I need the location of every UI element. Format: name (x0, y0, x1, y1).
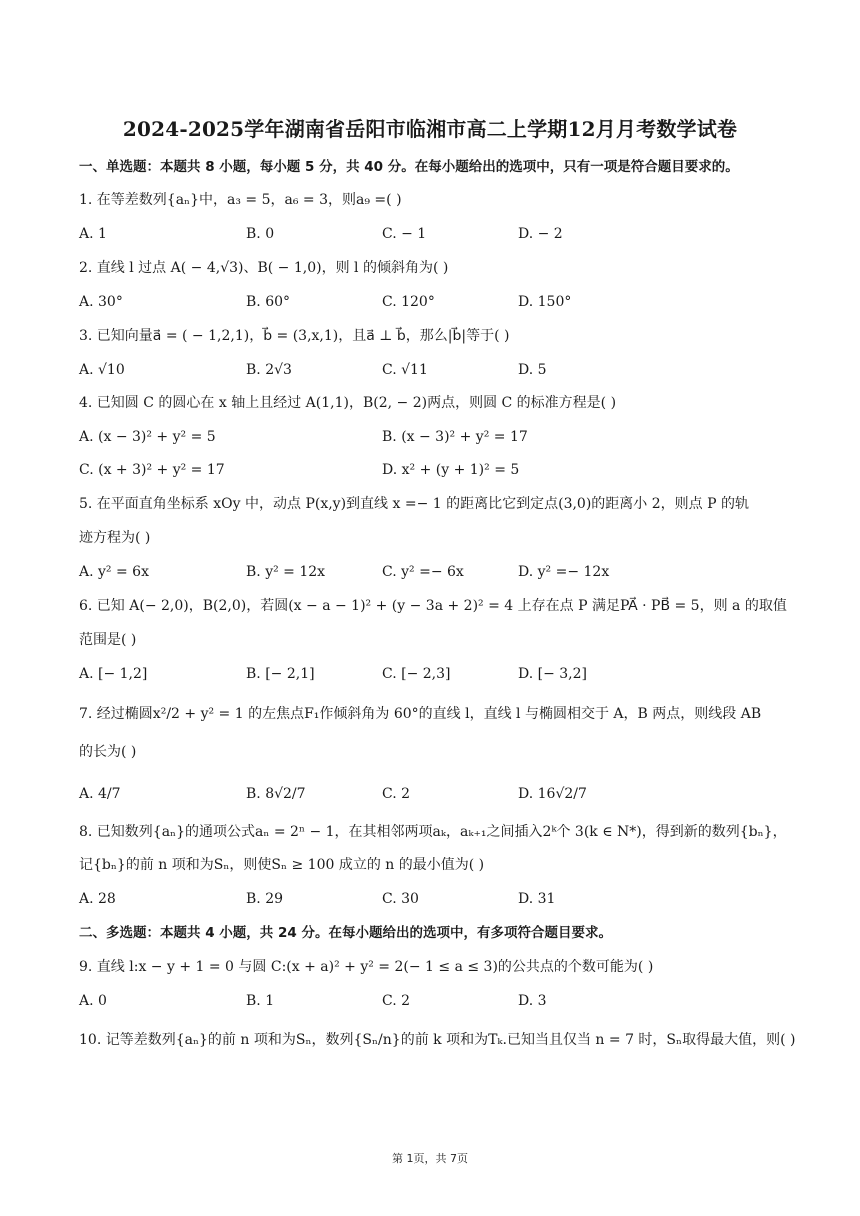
question-2-stem: 2. 直线 l 过点 A( − 4,√3)、B( − 1,0)，则 l 的倾斜角为( ) (79, 260, 449, 276)
question-7-option-b: B. 8√2/7 (246, 786, 306, 802)
page-footer: 第 1页，共 7页 (392, 1152, 468, 1165)
question-7-stem-line-1: 7. 经过椭圆x²/2 + y² = 1 的左焦点F₁作倾斜角为 60°的直线 l，直线 l 与椭圆相交于 A，B 两点，则线段 AB (79, 706, 762, 722)
question-1-option-d: D. − 2 (518, 226, 563, 242)
question-5-option-b: B. y² = 12x (246, 564, 326, 580)
question-5-stem-line-2: 迹方程为( ) (79, 530, 151, 546)
question-1-option-b: B. 0 (246, 226, 275, 242)
question-6-option-b: B. [− 2,1] (246, 666, 315, 682)
question-3-option-c: C. √11 (382, 362, 428, 378)
section-heading-single-choice: 一、单选题：本题共 8 小题，每小题 5 分，共 40 分。在每小题给出的选项中，只有一项是符合题目要求的。 (79, 159, 739, 175)
question-6-option-d: D. [− 3,2] (518, 666, 587, 682)
question-2-option-c: C. 120° (382, 294, 435, 310)
question-3-option-b: B. 2√3 (246, 362, 292, 378)
question-5-stem-line-1: 5. 在平面直角坐标系 xOy 中，动点 P(x,y)到直线 x =− 1 的距离比它到定点(3,0)的距离小 2，则点 P 的轨 (79, 496, 749, 512)
question-2-option-b: B. 60° (246, 294, 291, 310)
question-8-stem-line-1: 8. 已知数列{aₙ}的通项公式aₙ = 2ⁿ − 1，在其相邻两项aₖ，aₖ₊₁之间插入2ᵏ个 3(k ∈ N*)，得到新的数列{bₙ}， (79, 824, 787, 840)
question-7-stem-line-2: 的长为( ) (79, 744, 137, 760)
question-3-option-a: A. √10 (79, 362, 125, 378)
question-6-stem-line-2: 范围是( ) (79, 632, 137, 648)
question-4-stem: 4. 已知圆 C 的圆心在 x 轴上且经过 A(1,1)，B(2, − 2)两点，则圆 C 的标准方程是( ) (79, 395, 617, 411)
question-8-option-d: D. 31 (518, 891, 556, 907)
question-4-option-d: D. x² + (y + 1)² = 5 (382, 462, 520, 478)
question-6-option-c: C. [− 2,3] (382, 666, 451, 682)
question-4-option-a: A. (x − 3)² + y² = 5 (79, 429, 216, 445)
question-2-option-d: D. 150° (518, 294, 572, 310)
question-6-stem-line-1: 6. 已知 A(− 2,0)，B(2,0)，若圆(x − a − 1)² + (y − 3a + 2)² = 4 上存在点 P 满足PA⃗ · PB⃗ = 5，则 a 的取值 (79, 598, 787, 614)
question-6-option-a: A. [− 1,2] (79, 666, 148, 682)
question-5-option-c: C. y² =− 6x (382, 564, 464, 580)
question-4-option-c: C. (x + 3)² + y² = 17 (79, 462, 225, 478)
question-4-option-b: B. (x − 3)² + y² = 17 (382, 429, 528, 445)
question-7-option-d: D. 16√2/7 (518, 786, 587, 802)
question-8-option-b: B. 29 (246, 891, 284, 907)
question-1-option-c: C. − 1 (382, 226, 427, 242)
question-5-option-d: D. y² =− 12x (518, 564, 610, 580)
question-9-stem: 9. 直线 l:x − y + 1 = 0 与圆 C:(x + a)² + y² = 2(− 1 ≤ a ≤ 3)的公共点的个数可能为( ) (79, 959, 654, 975)
page-title: 2024-2025学年湖南省岳阳市临湘市高二上学期12月月考数学试卷 (122, 117, 738, 141)
question-9-option-a: A. 0 (79, 993, 107, 1009)
question-8-option-a: A. 28 (79, 891, 116, 907)
question-10-stem: 10. 记等差数列{aₙ}的前 n 项和为Sₙ，数列{Sₙ/n}的前 k 项和为Tₖ.已知当且仅当 n = 7 时，Sₙ取得最大值，则( ) (79, 1032, 796, 1048)
section-heading-multiple-choice: 二、多选题：本题共 4 小题，共 24 分。在每小题给出的选项中，有多项符合题目要求。 (79, 925, 612, 941)
question-5-option-a: A. y² = 6x (79, 564, 149, 580)
question-2-option-a: A. 30° (79, 294, 123, 310)
question-1-stem: 1. 在等差数列{aₙ}中，a₃ = 5，a₆ = 3，则a₉ =( ) (79, 192, 402, 208)
question-9-option-c: C. 2 (382, 993, 411, 1009)
question-8-stem-line-2: 记{bₙ}的前 n 项和为Sₙ，则使Sₙ ≥ 100 成立的 n 的最小值为( ) (79, 857, 485, 873)
question-3-stem: 3. 已知向量a⃗ = ( − 1,2,1)，b⃗ = (3,x,1)，且a⃗ ⊥ b⃗，那么|b⃗|等于( ) (79, 328, 510, 344)
question-8-option-c: C. 30 (382, 891, 419, 907)
question-1-option-a: A. 1 (79, 226, 107, 242)
question-7-option-a: A. 4/7 (79, 786, 121, 802)
question-3-option-d: D. 5 (518, 362, 547, 378)
question-9-option-d: D. 3 (518, 993, 547, 1009)
question-9-option-b: B. 1 (246, 993, 275, 1009)
question-7-option-c: C. 2 (382, 786, 411, 802)
